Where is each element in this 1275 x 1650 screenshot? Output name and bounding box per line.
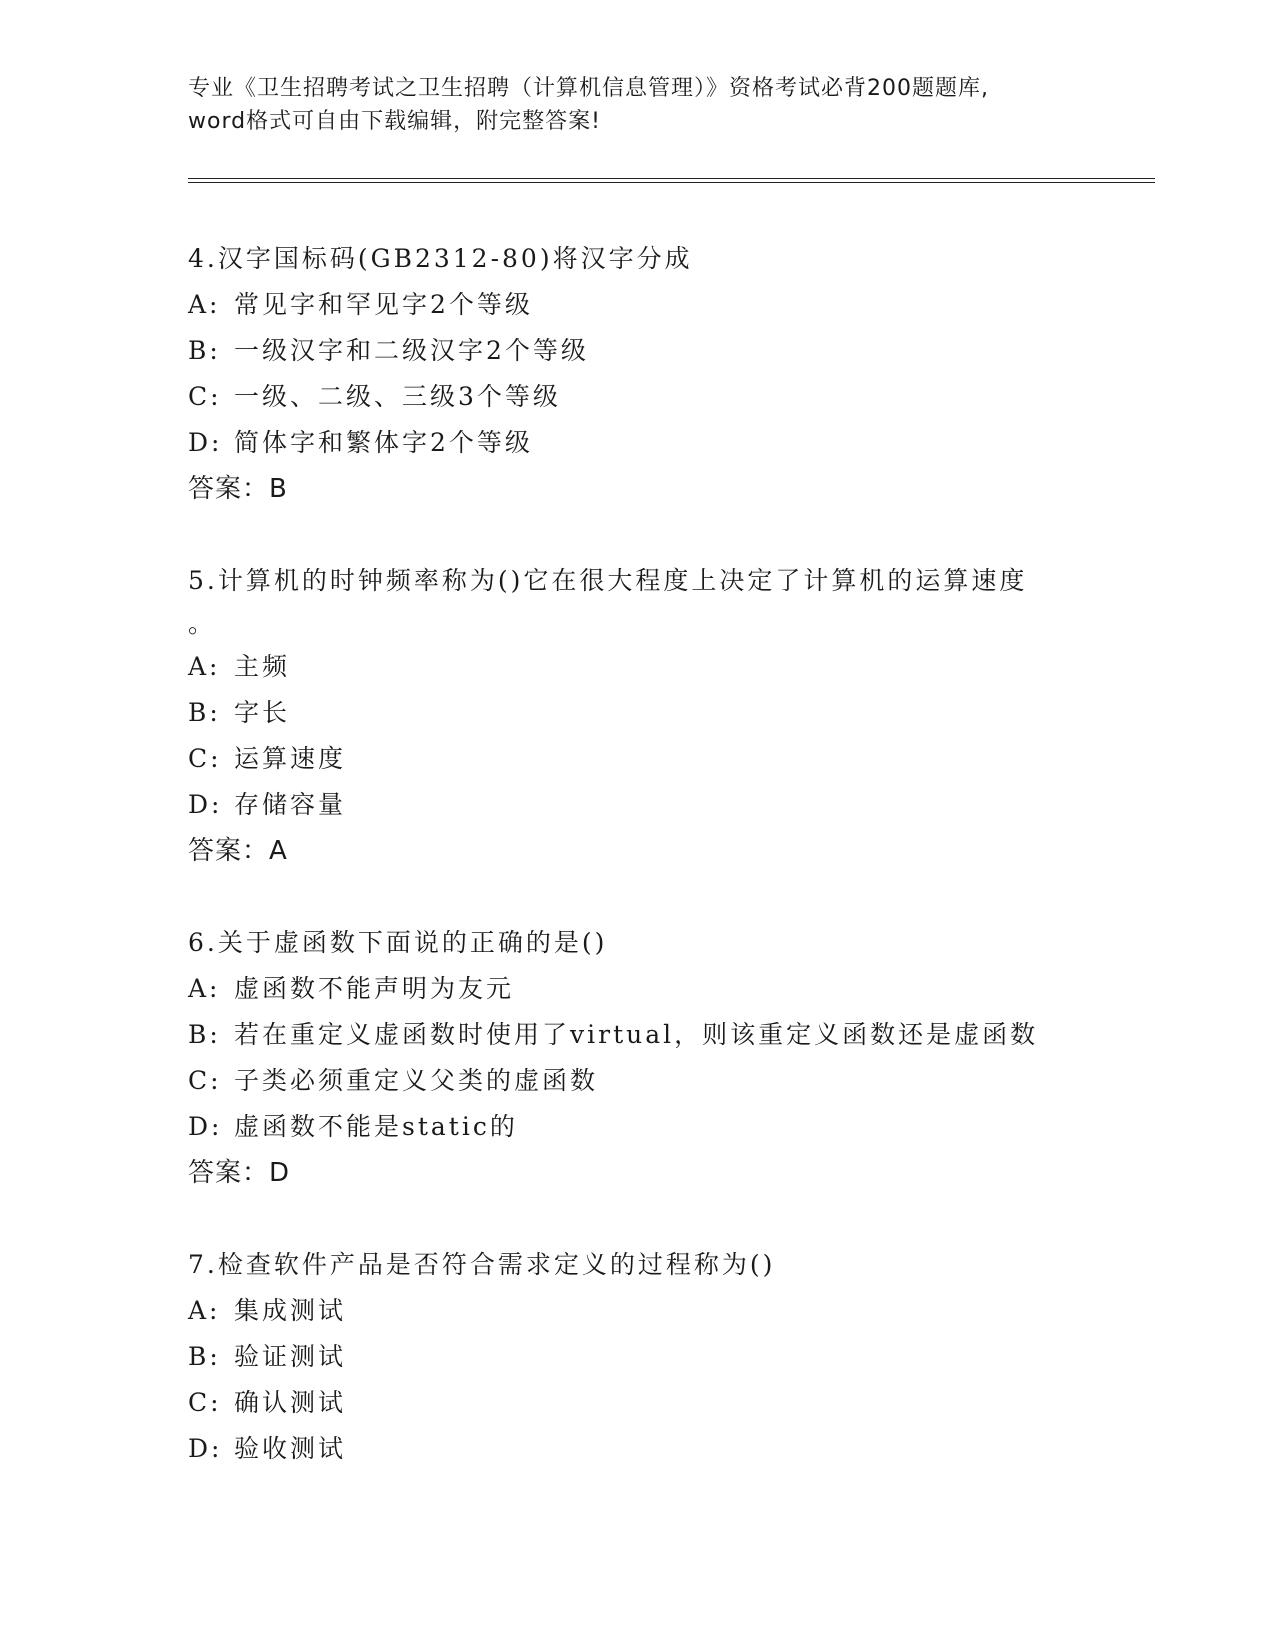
option-text: 一级汉字和二级汉字2个等级	[234, 336, 589, 365]
option-text: 主频	[234, 652, 291, 681]
option-key: D:	[188, 790, 223, 819]
option-text: 存储容量	[234, 790, 347, 819]
option-key: D:	[188, 1434, 223, 1463]
option-key: C:	[188, 382, 222, 411]
option-key: C:	[188, 744, 222, 773]
option-key: A:	[188, 290, 221, 319]
option-key: A:	[188, 974, 221, 1003]
question-stem: 6.关于虚函数下面说的正确的是()	[188, 928, 608, 957]
question-stem-continuation: 。	[188, 609, 217, 638]
option-text: 常见字和罕见字2个等级	[234, 290, 533, 319]
option-key: D:	[188, 428, 223, 457]
question-stem: 4.汉字国标码(GB2312-80)将汉字分成	[188, 244, 693, 273]
question-6	[188, 920, 1088, 1196]
option-text: 验证测试	[234, 1342, 347, 1371]
header-line-1: 专业《卫生招聘考试之卫生招聘（计算机信息管理）》资格考试必背200题题库,	[188, 76, 989, 101]
option-key: A:	[188, 1296, 221, 1325]
question-stem: 5.计算机的时钟频率称为()它在很大程度上决定了计算机的运算速度	[188, 566, 1028, 595]
option-a	[188, 1288, 1088, 1334]
option-key: D:	[188, 1112, 223, 1141]
option-b	[188, 1012, 1088, 1058]
option-c	[188, 736, 1088, 782]
option-a	[188, 282, 1088, 328]
option-text: 运算速度	[234, 744, 347, 773]
option-text: 验收测试	[234, 1434, 347, 1463]
option-b	[188, 690, 1088, 736]
option-key: B:	[188, 336, 221, 365]
option-text: 虚函数不能是static的	[234, 1112, 518, 1141]
option-key: C:	[188, 1066, 222, 1095]
option-text: 子类必须重定义父类的虚函数	[234, 1066, 599, 1095]
option-b	[188, 1334, 1088, 1380]
option-text: 简体字和繁体字2个等级	[234, 428, 533, 457]
option-key: B:	[188, 698, 221, 727]
option-a	[188, 644, 1088, 690]
option-text: 一级、二级、三级3个等级	[234, 382, 561, 411]
option-key: A:	[188, 652, 221, 681]
option-text: 若在重定义虚函数时使用了virtual，则该重定义函数还是虚函数	[234, 1020, 1039, 1049]
option-b	[188, 328, 1088, 374]
option-key: B:	[188, 1342, 221, 1371]
answer-line: 答案：A	[188, 836, 288, 866]
option-c	[188, 1380, 1088, 1426]
option-key: B:	[188, 1020, 221, 1049]
answer-line: 答案：D	[188, 1158, 291, 1188]
document-header	[188, 72, 1088, 138]
option-key: C:	[188, 1388, 222, 1417]
option-c	[188, 374, 1088, 420]
option-text: 虚函数不能声明为友元	[234, 974, 515, 1003]
option-d	[188, 1426, 1088, 1472]
answer-line: 答案：B	[188, 474, 288, 504]
header-double-rule	[188, 178, 1155, 183]
option-d	[188, 420, 1088, 466]
question-7	[188, 1242, 1088, 1472]
option-d	[188, 1104, 1088, 1150]
option-a	[188, 966, 1088, 1012]
option-c	[188, 1058, 1088, 1104]
header-line-2: word格式可自由下载编辑，附完整答案!	[188, 109, 601, 134]
option-d	[188, 782, 1088, 828]
option-text: 集成测试	[234, 1296, 347, 1325]
question-5	[188, 558, 1088, 874]
question-stem: 7.检查软件产品是否符合需求定义的过程称为()	[188, 1250, 776, 1279]
option-text: 确认测试	[234, 1388, 347, 1417]
question-4	[188, 236, 1088, 512]
question-list	[188, 236, 1088, 1518]
option-text: 字长	[234, 698, 291, 727]
